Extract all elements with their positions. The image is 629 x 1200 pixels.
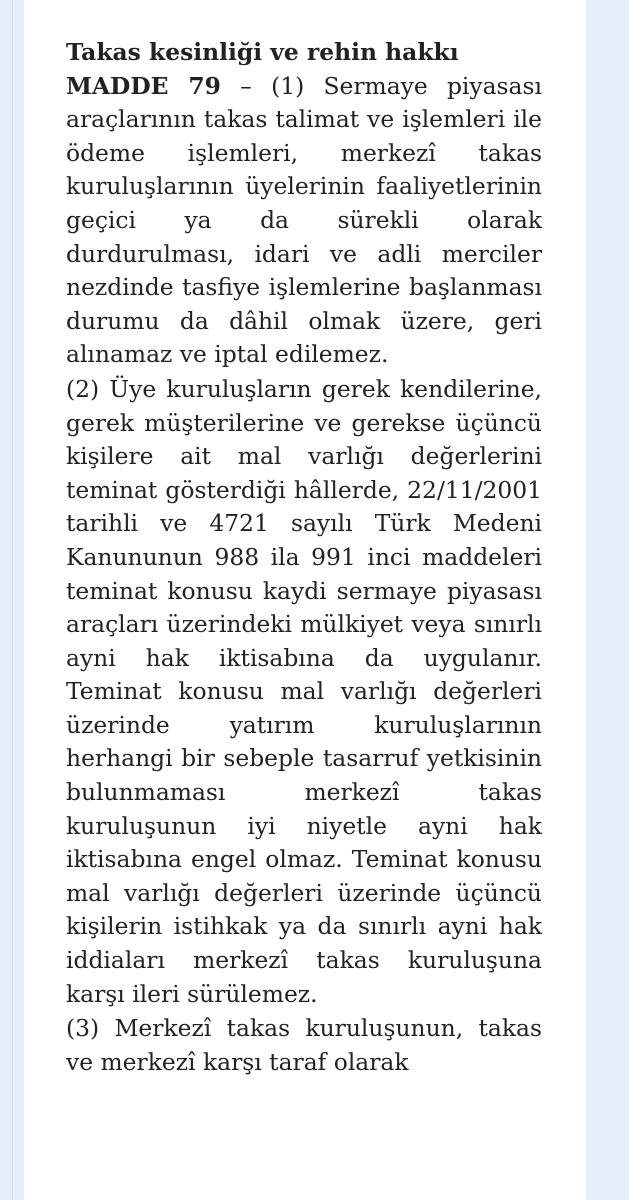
paragraph-2: (2) Üye kuruluşların gerek kendilerine, gerek müşterilerine ve gerekse üçüncü kişilere ait mal varlığı değerlerini teminat gösterdiği hâllerde, 22/11/2001 tarihli ve 4721 sayılı Türk Medeni Kanununun 988 ila 991 inci maddeleri teminat konusu kaydi sermaye piyasası araçları üzerindeki mülkiyet veya sınırlı ayni hak iktisabına da uygulanır. Teminat konusu mal varlığı değerleri üzerinde yatırım kuruluşlarının herhangi bir sebeple tasarruf yetkisinin bulunmaması merkezî takas kuruluşunun iyi niyetle ayni hak iktisabına engel olmaz. Teminat konusu mal varlığı değerleri üzerinde üçüncü kişilerin istihkak ya da sınırlı ayni hak iddiaları merkezî takas kuruluşuna karşı ileri sürülemez. (66, 374, 542, 1008)
paragraph-1 (66, 70, 542, 372)
article-dash: – (220, 71, 272, 100)
article-label: MADDE 79 (66, 71, 221, 100)
article-heading: Takas kesinliği ve rehin hakkı (66, 38, 459, 66)
left-margin-strip (0, 0, 13, 1200)
right-margin-strip (586, 0, 629, 1200)
paragraph-3: (3) Merkezî takas kuruluşunun, takas ve merkezî karşı taraf olarak (66, 1014, 542, 1076)
legal-text-body (66, 36, 542, 1079)
paragraph-1-text: (1) Sermaye piyasası araçlarının takas talimat ve işlemleri ile ödeme işlemleri, merkezî takas kuruluşlarının üyelerinin faaliyetlerinin geçici ya da sürekli olarak durdurulması, idari ve adli merciler nezdinde tasfiye işlemlerine başlanması durumu da dâhil olmak üzere, geri alınamaz ve iptal edilemez. (66, 71, 542, 369)
